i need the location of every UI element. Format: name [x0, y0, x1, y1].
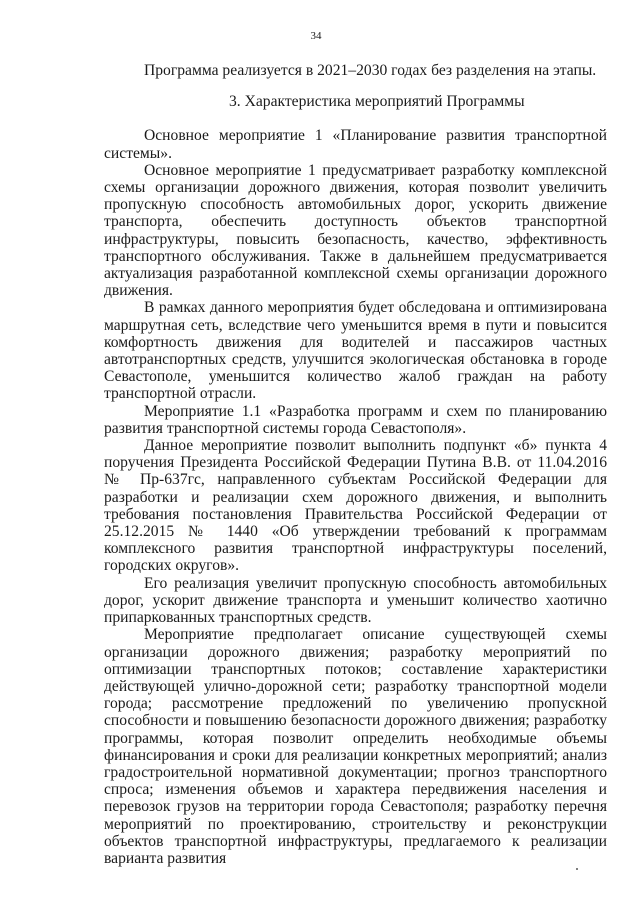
- paragraph-main-activity-title: Основное мероприятие 1 «Планирование развития транспортной системы».: [104, 127, 607, 162]
- scan-speck: [576, 868, 578, 870]
- paragraph-route-network: В рамках данного мероприятия будет обследована и оптимизирована маршрутная сеть, вследствие чего уменьшится время в пути и повысится комфортность движения для водителей и пассажиров частных автотранспортных средств, улучшится экологическая обстановка в городе Севастополе, уменьшится количество жалоб граждан на работу транспортной отрасли.: [104, 299, 607, 403]
- paragraph-presidential-order: Данное мероприятие позволит выполнить подпункт «б» пункта 4 поручения Президента Российской Федерации Путина В.В. от 11.04.2016 № Пр-637гс, направленного субъектам Российской Федерации для разработки и реализации схем дорожного движения, и выполнить требования постановления Правительства Российской Федерации от 25.12.2015 № 1440 «Об утверждении требований к программам комплексного развития транспортной инфраструктуры поселений, городских округов».: [104, 437, 607, 575]
- paragraph-activity-scope: Мероприятие предполагает описание существующей схемы организации дорожного движения; разработку мероприятий по оптимизации транспортных потоков; составление характеристики действующей улично-дорожной сети; разработку транспортной модели города; рассмотрение предложений по увеличению пропускной способности и повышению безопасности дорожного движения; разработку программы, которая позволит определить необходимые объемы финансирования и сроки для реализации конкретных мероприятий; анализ градостроительной нормативной документации; прогноз транспортного спроса; изменения объемов и характера передвижения населения и перевозок грузов на территории города Севастополя; разработку перечня мероприятий по проектированию, строительству и реконструкции объектов транспортной инфраструктуры, предлагаемого к реализации варианта развития: [104, 626, 607, 867]
- page-body: [104, 62, 607, 867]
- section-heading: 3. Характеристика мероприятий Программы: [229, 93, 525, 111]
- page-number: 34: [310, 30, 322, 42]
- paragraph-activity-1-1-title: Мероприятие 1.1 «Разработка программ и схем по планированию развития транспортной системы города Севастополя».: [104, 402, 607, 437]
- intro-line: Программа реализуется в 2021–2030 годах без разделения на этапы.: [144, 62, 597, 79]
- paragraph-main-activity-description: Основное мероприятие 1 предусматривает разработку комплексной схемы организации дорожного движения, которая позволит увеличить пропускную способность автомобильных дорог, ускорить движение транспорта, обеспечить доступность объектов транспортной инфраструктуры, повысить безопасность, качество, эффективность транспортного обслуживания. Также в дальнейшем предусматривается актуализация разработанной комплексной схемы организации дорожного движения.: [104, 161, 607, 300]
- paragraph-implementation-effect: Его реализация увеличит пропускную способность автомобильных дорог, ускорит движение транспорта и уменьшит количество хаотично припаркованных транспортных средств.: [104, 574, 607, 627]
